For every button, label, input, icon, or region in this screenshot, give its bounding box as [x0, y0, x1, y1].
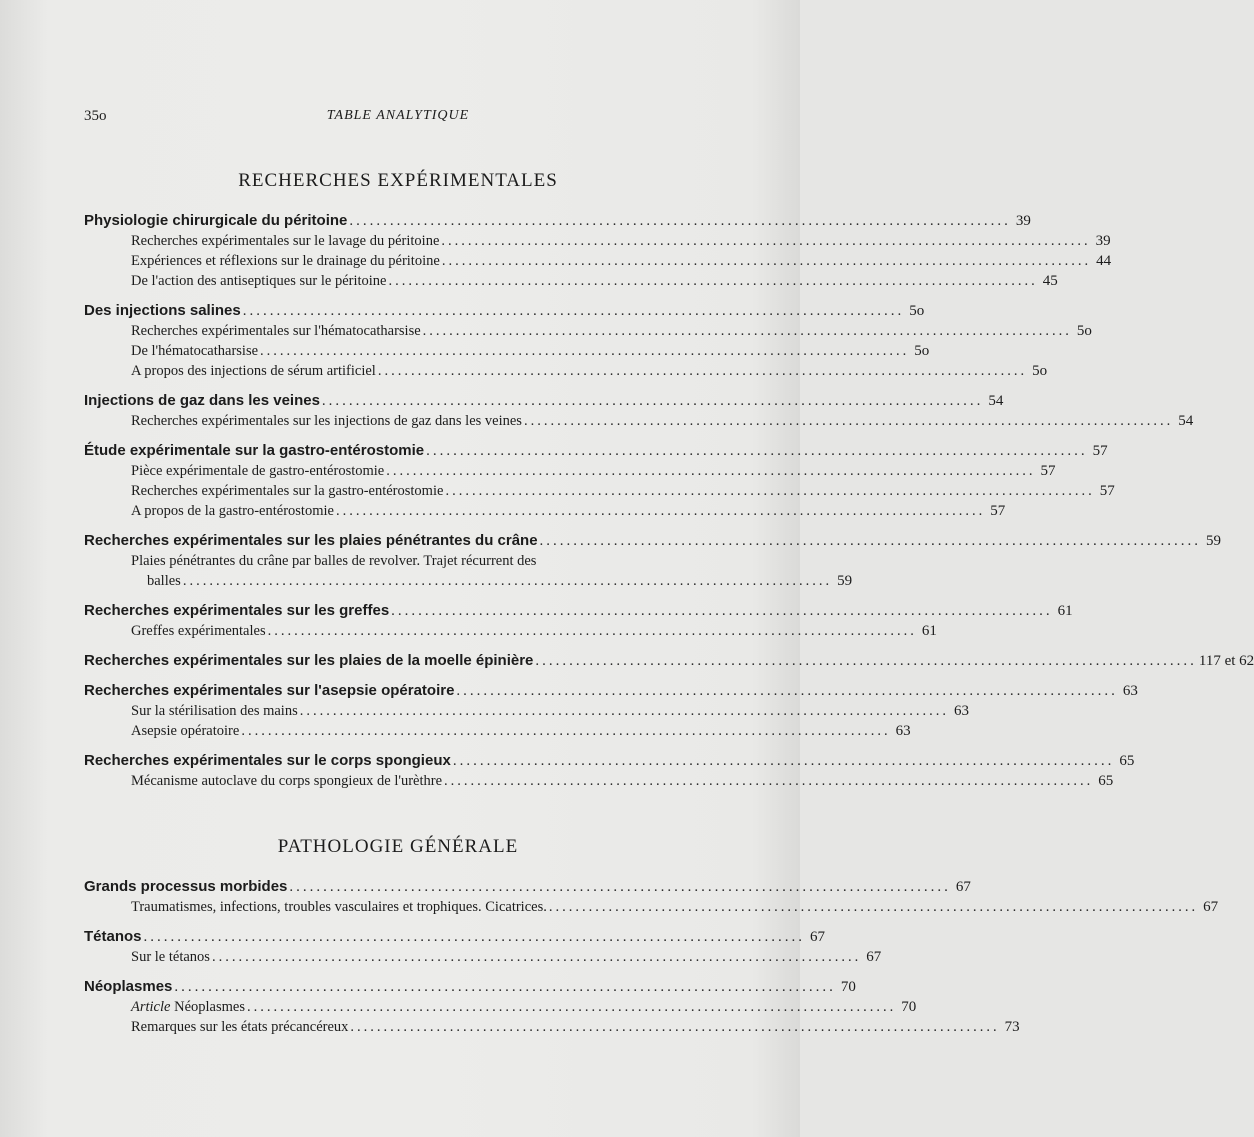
dot-leader: .................................................................................................. [445, 483, 1095, 499]
page-ref: 57 [990, 503, 1006, 519]
dot-leader: .................................................................................................. [350, 1019, 1000, 1035]
toc-sub-entry: Recherches expérimentales sur l'hématocatharsise .................................................................................................. 5o [131, 323, 1092, 339]
toc-sub-entry: De l'action des antiseptiques sur le péritoine .................................................................................................. 45 [131, 273, 1058, 289]
dot-leader: .................................................................................................. [335, 503, 986, 519]
toc-sub-entry: A propos des injections de sérum artificiel .................................................................................................. 5o [131, 363, 1048, 379]
dot-leader: .................................................................................................. [289, 879, 951, 895]
page-ref: 63 [1122, 683, 1138, 699]
dot-leader: .................................................................................................. [444, 773, 1094, 789]
dot-leader: .................................................................................................. [386, 463, 1036, 479]
page-ref: 117 et 62 [1198, 653, 1254, 669]
page-ref: 59 [1206, 533, 1222, 549]
page-ref: 70 [901, 999, 917, 1015]
toc-main-entry: Recherches expérimentales sur les greffes .................................................................................................. 61 [84, 600, 712, 621]
toc-sub-entry: Greffes expérimentales .................................................................................................. 61 [131, 623, 937, 639]
page-ref: 67 [1203, 899, 1219, 915]
toc-sub-entry: Sur la stérilisation des mains .................................................................................................. 63 [131, 703, 969, 719]
page-ref: 70 [840, 979, 856, 995]
dot-leader: .................................................................................................. [182, 573, 833, 589]
toc-sub-entry: De l'hématocatharsise .................................................................................................. 5o [131, 343, 930, 359]
toc-sub-entry: Traumatismes, infections, troubles vasculaires et trophiques. Cicatrices. .................................................................................................. 67 [131, 899, 1219, 915]
toc-main-entry: Néoplasmes .................................................................................................. 70 [84, 976, 712, 997]
dot-leader: .................................................................................................. [260, 343, 910, 359]
page-ref: 57 [1092, 443, 1108, 459]
page-ref: 67 [955, 879, 971, 895]
page-number: 35o [84, 108, 107, 124]
dot-leader: .................................................................................................. [452, 753, 1115, 769]
toc-sub-entry: Remarques sur les états précancéreux .................................................................................................. 73 [131, 1019, 1020, 1035]
toc-sub-entry: Mécanisme autoclave du corps spongieux de l'urèthre .................................................................................................. 65 [131, 773, 1114, 789]
page-ref: 44 [1096, 253, 1112, 269]
toc-main-entry: Physiologie chirurgicale du péritoine .................................................................................................. 39 [84, 210, 712, 231]
dot-leader: .................................................................................................. [321, 393, 984, 409]
toc-sub-entry: A propos de la gastro-entérostomie .................................................................................................. 57 [131, 503, 1006, 519]
section-title-recherches: RECHERCHES EXPÉRIMENTALES [238, 170, 558, 191]
page-ref: 63 [953, 703, 969, 719]
page-ref: 57 [1040, 463, 1056, 479]
article-prefix: Article [131, 999, 171, 1015]
toc-sub-entry-wrapped-line: Plaies pénétrantes du crâne par balles de revolver. Trajet récurrent des [131, 553, 537, 569]
dot-leader: .................................................................................................. [441, 233, 1091, 249]
page-ref: 5o [1032, 363, 1048, 379]
dot-leader: .................................................................................................. [174, 979, 836, 995]
page-ref: 67 [810, 929, 826, 945]
toc-main-entry: Recherches expérimentales sur les plaies pénétrantes du crâne .................................................................................................. 59 [84, 530, 712, 551]
toc-main-entry: Étude expérimentale sur la gastro-entérostomie .................................................................................................. 57 [84, 440, 712, 461]
toc-main-entry: Recherches expérimentales sur le corps spongieux .................................................................................................. 65 [84, 750, 712, 771]
toc-main-entry: Tétanos .................................................................................................. 67 [84, 926, 712, 947]
dot-leader: .................................................................................................. [539, 533, 1202, 549]
page-ref: 61 [1057, 603, 1073, 619]
dot-leader: .................................................................................................. [143, 929, 806, 945]
page-ref: 63 [895, 723, 911, 739]
page-ref: 57 [1099, 483, 1115, 499]
page-ref: 54 [1178, 413, 1194, 429]
page-ref: 5o [909, 303, 925, 319]
running-head [84, 108, 712, 128]
page-ref: 5o [1076, 323, 1092, 339]
toc-sub-entry: Expériences et réflexions sur le drainage du péritoine .................................................................................................. 44 [131, 253, 1112, 269]
dot-leader: .................................................................................................. [456, 683, 1118, 699]
page-ref: 73 [1004, 1019, 1020, 1035]
toc-sub-entry-continuation: balles .................................................................................................. 59 [147, 573, 853, 589]
toc-section-pathologie [84, 876, 1219, 1037]
toc-sub-entry: Asepsie opératoire .................................................................................................. 63 [131, 723, 911, 739]
toc-sub-entry: Recherches expérimentales sur le lavage du péritoine .................................................................................................. 39 [131, 233, 1111, 249]
page-ref: 67 [866, 949, 882, 965]
page-ref: 65 [1119, 753, 1135, 769]
dot-leader: .................................................................................................. [548, 899, 1199, 915]
section-title-pathologie: PATHOLOGIE GÉNÉRALE [277, 836, 519, 857]
toc-main-entry: Recherches expérimentales sur les plaies de la moelle épinière .................................................................................................. 117 et 62 [84, 650, 712, 671]
toc-main-entry: Grands processus morbides .................................................................................................. 67 [84, 876, 712, 897]
toc-main-entry: Des injections salines .................................................................................................. 5o [84, 300, 712, 321]
dot-leader: .................................................................................................. [426, 443, 1088, 459]
dot-leader: .................................................................................................. [391, 603, 1053, 619]
toc-sub-entry: Recherches expérimentales sur la gastro-entérostomie .................................................................................................. 57 [131, 483, 1115, 499]
toc-section-recherches [84, 210, 1254, 791]
page-ref: 59 [837, 573, 853, 589]
page-ref: 54 [988, 393, 1004, 409]
dot-leader: .................................................................................................. [246, 999, 897, 1015]
toc-main-entry: Recherches expérimentales sur l'asepsie opératoire .................................................................................................. 63 [84, 680, 712, 701]
running-title: TABLE ANALYTIQUE [326, 108, 470, 123]
page-ref: 61 [921, 623, 937, 639]
dot-leader: .................................................................................................. [377, 363, 1028, 379]
page-ref: 45 [1042, 273, 1058, 289]
toc-sub-entry: Article Néoplasmes .................................................................................................. 70 [131, 999, 917, 1015]
dot-leader: .................................................................................................. [535, 653, 1197, 669]
dot-leader: .................................................................................................. [267, 623, 917, 639]
dot-leader: .................................................................................................. [211, 949, 862, 965]
dot-leader: .................................................................................................. [523, 413, 1174, 429]
dot-leader: .................................................................................................. [241, 723, 891, 739]
toc-sub-entry: Pièce expérimentale de gastro-entérostomie .................................................................................................. 57 [131, 463, 1056, 479]
page-ref: 39 [1015, 213, 1031, 229]
toc-sub-entry: Sur le tétanos .................................................................................................. 67 [131, 949, 882, 965]
dot-leader: .................................................................................................. [388, 273, 1038, 289]
dot-leader: .................................................................................................. [299, 703, 949, 719]
dot-leader: .................................................................................................. [349, 213, 1011, 229]
dot-leader: .................................................................................................. [242, 303, 905, 319]
page-ref: 5o [914, 343, 930, 359]
toc-main-entry: Injections de gaz dans les veines .................................................................................................. 54 [84, 390, 712, 411]
page-ref: 65 [1098, 773, 1114, 789]
page-ref: 39 [1095, 233, 1111, 249]
dot-leader: .................................................................................................. [441, 253, 1092, 269]
toc-sub-entry: Recherches expérimentales sur les injections de gaz dans les veines .................................................................................................. 54 [131, 413, 1194, 429]
dot-leader: .................................................................................................. [422, 323, 1072, 339]
